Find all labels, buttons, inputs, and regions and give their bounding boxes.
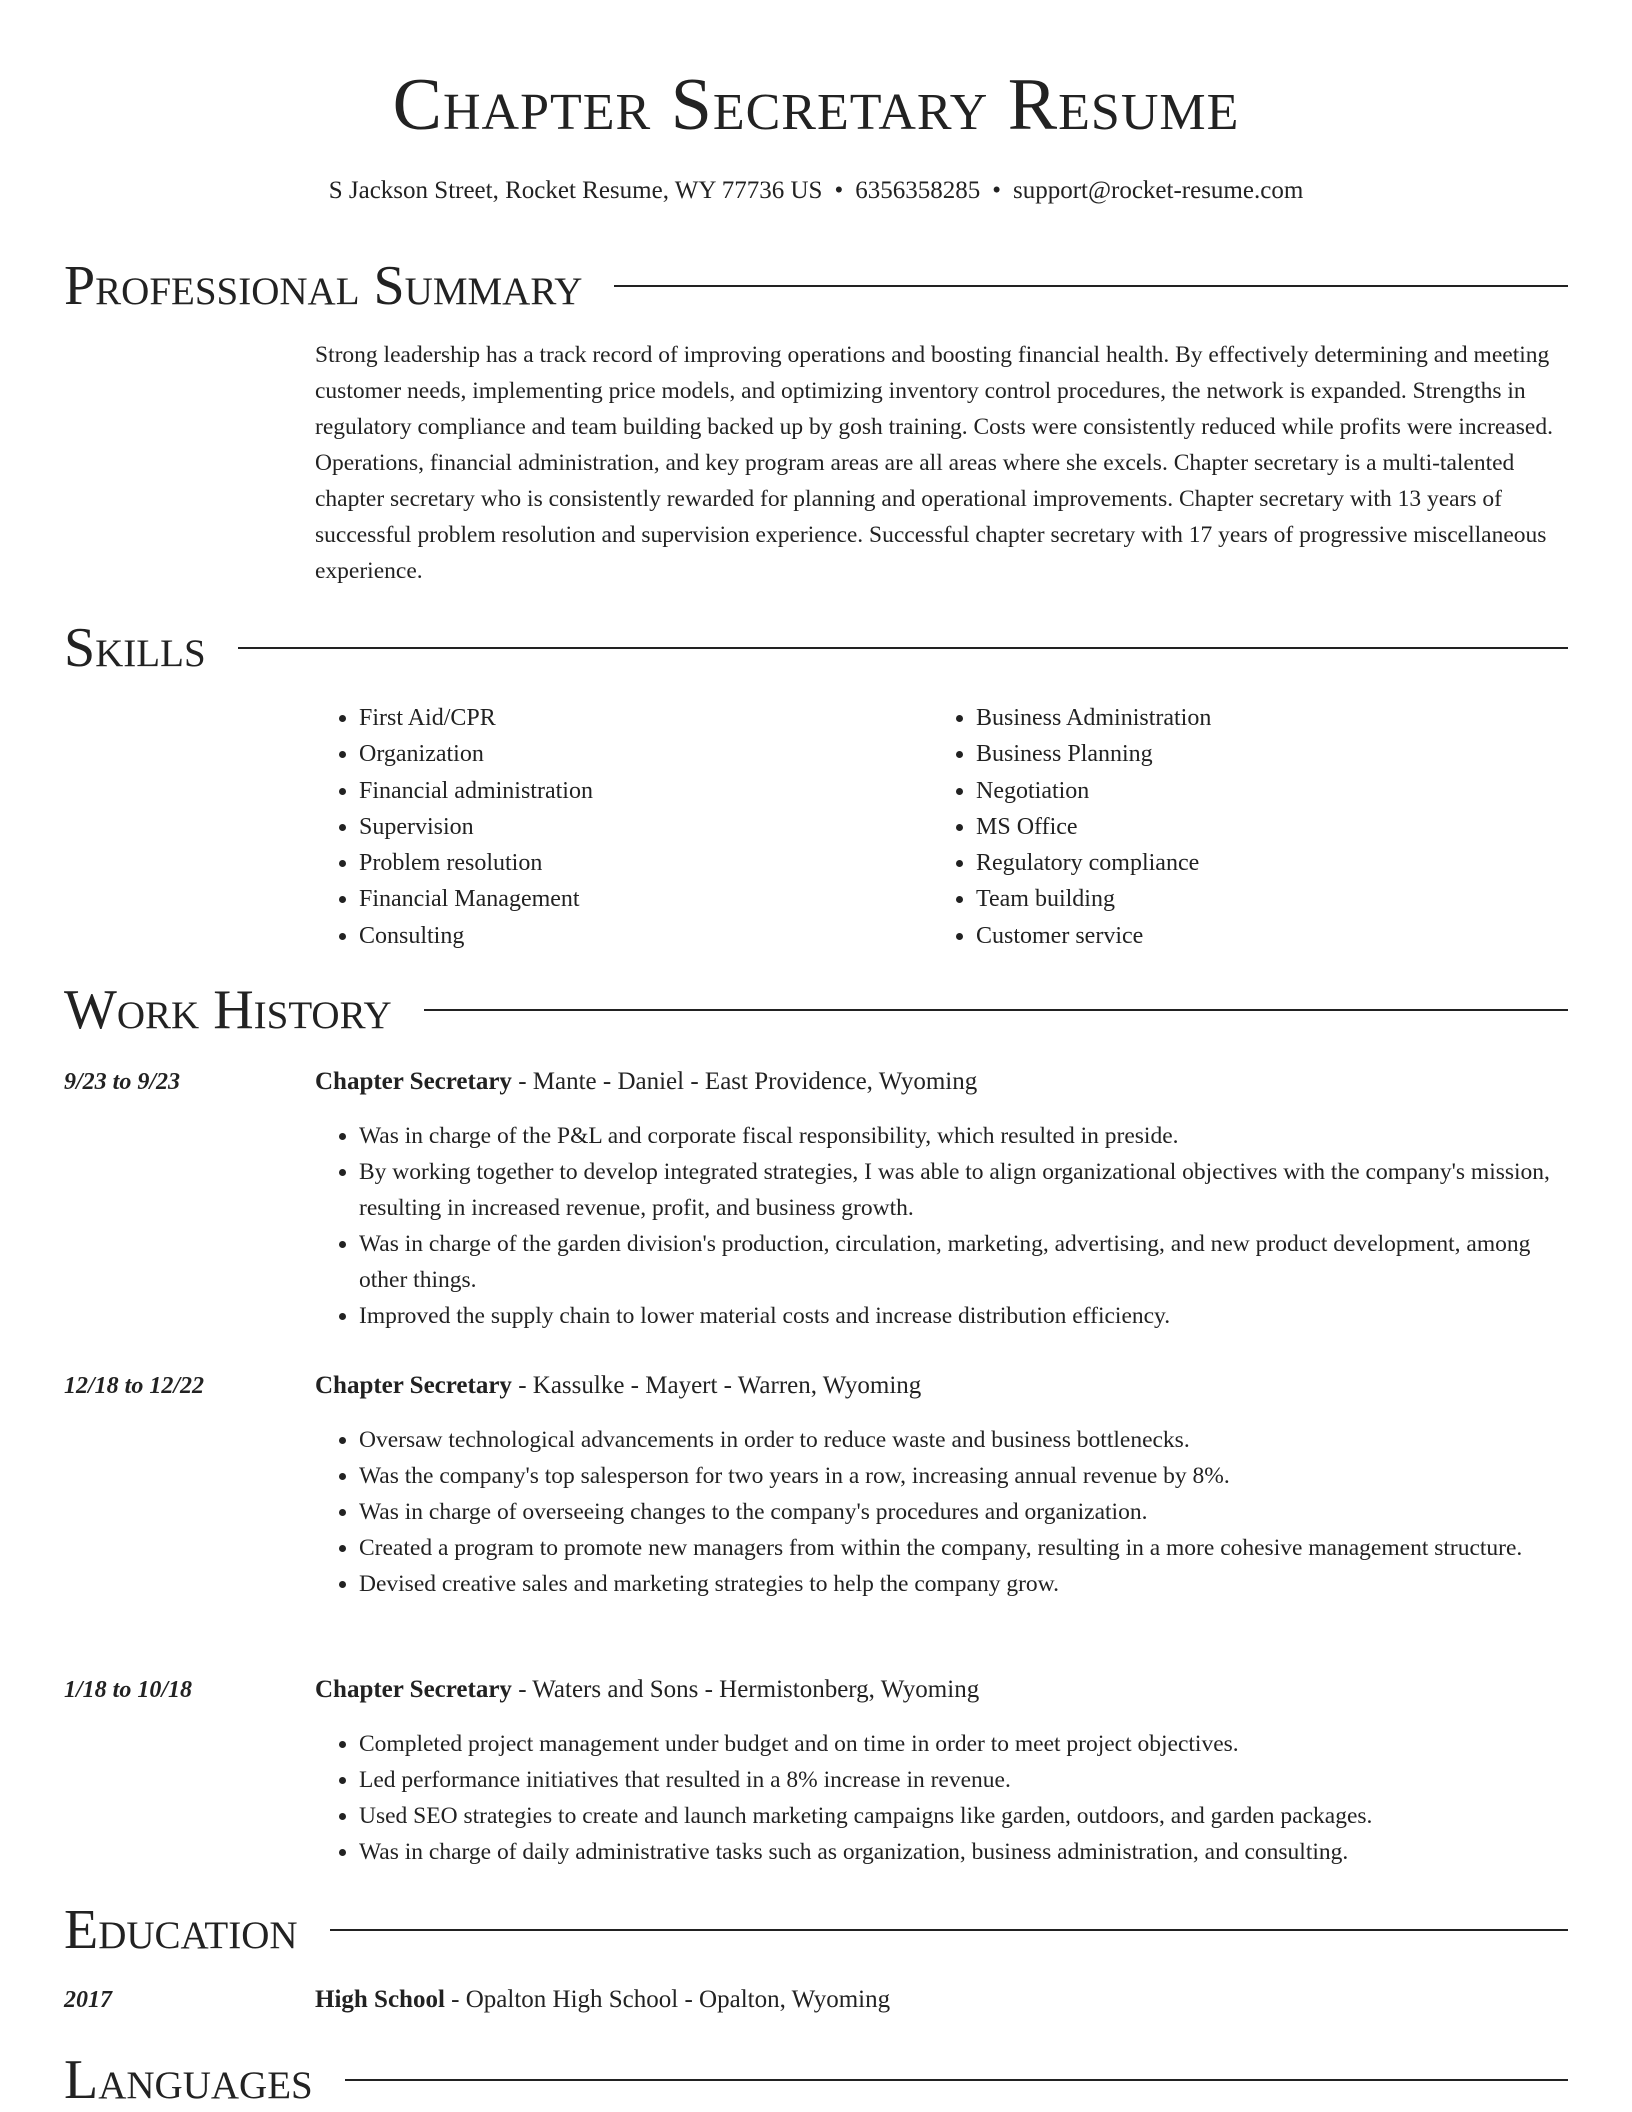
- job-employer: - Kassulke - Mayert - Warren, Wyoming: [511, 1372, 922, 1399]
- contact-phone: 6356358285: [855, 177, 981, 204]
- education-school: - Opalton High School - Opalton, Wyoming: [444, 1986, 891, 2013]
- contact-separator: •: [992, 177, 1001, 204]
- section-education: [64, 1898, 1568, 1962]
- section-professional-summary: [64, 254, 1568, 318]
- job-bullet: • Used SEO strategies to create and launch marketing campaigns like garden, outdoors, and garden packages.: [359, 1798, 1568, 1834]
- job-employer: - Waters and Sons - Hermistonberg, Wyoming: [511, 1676, 980, 1703]
- contact-address: S Jackson Street, Rocket Resume, WY 77736 US: [328, 177, 823, 204]
- skill-item: • Team building: [976, 881, 1549, 917]
- education-degree: High School: [315, 1986, 445, 2013]
- section-languages: [64, 2048, 1568, 2112]
- job-bullets: [315, 1422, 1568, 1602]
- job-bullet: • By working together to develop integrated strategies, I was able to align organizational objectives with the company's mission, resulting in increased revenue, profit, and business growth.: [359, 1154, 1568, 1226]
- job-bullet: • Was in charge of the garden division's production, circulation, marketing, advertising, and new product development, among other things.: [359, 1226, 1568, 1298]
- section-heading: Languages: [64, 2049, 313, 2111]
- contact-separator: •: [834, 177, 844, 204]
- job-title: Chapter Secretary: [315, 1676, 512, 1703]
- summary-text: Strong leadership has a track record of improving operations and boosting financial health. By effectively determining and meeting customer needs, implementing price models, and optimizing inventory control procedures, the network is expanded. Strengths in regulatory compliance and team building backed up by gosh training. Costs were consistently reduced while profits were increased. Operations, financial administration, and key program areas are all areas where she excels. Chapter secretary is a multi-talented chapter secretary who is consistently rewarded for planning and operational improvements. Chapter secretary with 13 years of successful problem resolution and supervision experience. Successful chapter secretary with 17 years of progressive miscellaneous experience.: [315, 342, 1553, 584]
- job-bullet: • Was the company's top salesperson for two years in a row, increasing annual revenue by 8%.: [359, 1458, 1568, 1494]
- skills-list: [315, 700, 1568, 954]
- section-heading: Skills: [64, 617, 206, 679]
- section-divider: [614, 285, 1568, 287]
- job-bullet: • Was in charge of overseeing changes to the company's procedures and organization.: [359, 1494, 1568, 1530]
- skill-item: • Consulting: [359, 918, 932, 954]
- section-divider: [238, 647, 1568, 649]
- section-heading: Professional Summary: [64, 255, 583, 317]
- skill-item: • Organization: [359, 736, 932, 772]
- skill-item: • Supervision: [359, 809, 932, 845]
- job-bullet: • Devised creative sales and marketing strategies to help the company grow.: [359, 1566, 1568, 1602]
- job-bullet: • Improved the supply chain to lower material costs and increase distribution efficiency.: [359, 1298, 1568, 1334]
- skill-item: • MS Office: [976, 809, 1549, 845]
- job-date: 12/18 to 12/22: [64, 1373, 205, 1399]
- job-bullets: [315, 1726, 1568, 1870]
- job-bullet: • Created a program to promote new managers from within the company, resulting in a more cohesive management structure.: [359, 1530, 1568, 1566]
- skill-item: • Problem resolution: [359, 845, 932, 881]
- job-bullet: • Was in charge of daily administrative tasks such as organization, business administration, and consulting.: [359, 1834, 1568, 1870]
- section-heading: Work History: [64, 979, 392, 1041]
- skill-item: • Regulatory compliance: [976, 845, 1549, 881]
- skill-item: • Financial administration: [359, 773, 932, 809]
- job-bullet: • Oversaw technological advancements in order to reduce waste and business bottlenecks.: [359, 1422, 1568, 1458]
- contact-line: [0, 176, 1632, 206]
- job-bullet: • Led performance initiatives that resulted in a 8% increase in revenue.: [359, 1762, 1568, 1798]
- job-bullet: • Completed project management under budget and on time in order to meet project objectives.: [359, 1726, 1568, 1762]
- skill-item: • Business Administration: [976, 700, 1549, 736]
- section-divider: [424, 1009, 1568, 1011]
- skill-item: • First Aid/CPR: [359, 700, 932, 736]
- education-heading: [315, 1982, 1568, 2018]
- job-bullets: [315, 1118, 1568, 1334]
- skill-item: • Business Planning: [976, 736, 1549, 772]
- job-heading: [315, 1672, 1568, 1708]
- job-heading: [315, 1368, 1568, 1404]
- job-date: 1/18 to 10/18: [64, 1677, 193, 1703]
- job-heading: [315, 1064, 1568, 1100]
- section-divider: [330, 1929, 1568, 1931]
- job-employer: - Mante - Daniel - East Providence, Wyoming: [511, 1068, 978, 1095]
- skill-item: • Negotiation: [976, 773, 1549, 809]
- education-date: 2017: [64, 1987, 112, 2013]
- section-skills: [64, 616, 1568, 680]
- skill-item: • Financial Management: [359, 881, 932, 917]
- skills-column-left: [315, 700, 932, 954]
- skills-column-right: [932, 700, 1549, 954]
- section-heading: Education: [64, 1899, 298, 1961]
- job-date: 9/23 to 9/23: [64, 1069, 181, 1095]
- skill-item: • Customer service: [976, 918, 1549, 954]
- job-bullet: • Was in charge of the P&L and corporate fiscal responsibility, which resulted in preside.: [359, 1118, 1568, 1154]
- job-title: Chapter Secretary: [315, 1372, 512, 1399]
- resume-title: Chapter Secretary Resume: [392, 64, 1240, 146]
- contact-email: support@rocket-resume.com: [1012, 177, 1304, 204]
- section-work-history: [64, 978, 1568, 1042]
- section-divider: [345, 2079, 1568, 2081]
- job-title: Chapter Secretary: [315, 1068, 512, 1095]
